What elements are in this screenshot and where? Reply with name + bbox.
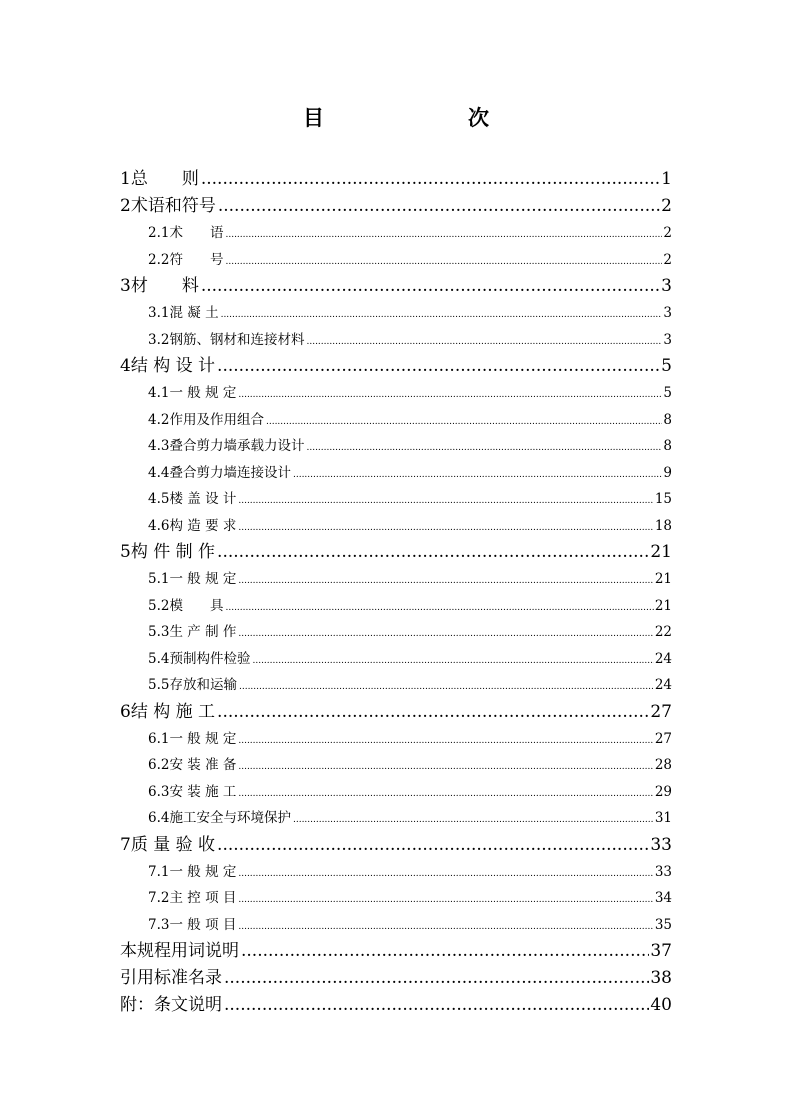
toc-dot-leader [217, 353, 660, 380]
toc-entry-label: 楼 盖 设 计 [169, 491, 237, 507]
toc-dot-leader [218, 193, 660, 220]
toc-dot-leader [238, 380, 662, 407]
toc-entry-label: 附：条文说明 [120, 995, 222, 1015]
toc-entry-page-number: 33 [650, 834, 672, 855]
toc-chapter-entry[interactable] [120, 166, 672, 193]
toc-entry-page-number: 28 [654, 757, 672, 773]
toc-entry-page-number: 15 [654, 491, 672, 507]
toc-entry-page-number: 38 [650, 968, 672, 988]
toc-section-entry[interactable] [120, 646, 672, 673]
toc-entry-page-number: 34 [654, 890, 672, 906]
toc-entry-label: 一 般 规 定 [169, 571, 237, 587]
toc-entry-number: 7.1 [148, 863, 170, 880]
toc-entry-page-number: 29 [654, 783, 672, 800]
toc-dot-leader [252, 646, 653, 673]
toc-entry-page-number: 33 [654, 863, 672, 880]
toc-entry-page-number: 24 [654, 650, 672, 667]
toc-section-entry[interactable] [120, 593, 672, 620]
toc-entry-page-number: 24 [654, 677, 672, 693]
toc-section-entry[interactable] [120, 247, 672, 274]
toc-chapter-entry[interactable] [120, 992, 672, 1019]
toc-section-entry[interactable] [120, 486, 672, 513]
toc-entry-page-number: 9 [663, 464, 672, 481]
toc-entry-label: 构 造 要 求 [169, 517, 237, 534]
toc-entry-number: 5.1 [148, 571, 170, 587]
toc-entry-label: 结 构 施 工 [130, 701, 216, 722]
toc-entry-number: 7.2 [148, 890, 170, 906]
toc-dot-leader [266, 407, 662, 434]
toc-entry-label: 作用及作用组合 [169, 411, 264, 428]
toc-dot-leader [238, 566, 653, 593]
toc-entry-page-number: 3 [663, 331, 672, 348]
toc-entry-label: 预制构件检验 [169, 650, 251, 667]
toc-entry-page-number: 22 [654, 624, 672, 640]
toc-entry-number: 7.3 [148, 916, 170, 933]
toc-dot-leader [221, 300, 663, 327]
toc-entry-page-number: 27 [650, 701, 672, 722]
toc-section-entry[interactable] [120, 619, 672, 646]
toc-section-entry[interactable] [120, 220, 672, 247]
toc-entry-number: 4.1 [148, 385, 170, 401]
toc-entry-number: 5 [120, 542, 131, 562]
toc-entry-label: 模 具 [169, 597, 224, 614]
toc-entry-page-number: 21 [650, 542, 672, 562]
toc-entry-label: 引用标准名录 [120, 968, 222, 988]
toc-entry-page-number: 40 [650, 995, 672, 1015]
toc-entry-number: 5.2 [148, 597, 170, 614]
toc-entry-label: 主 控 项 目 [169, 890, 237, 906]
toc-entry-page-number: 2 [663, 251, 672, 268]
toc-section-entry[interactable] [120, 433, 672, 460]
toc-section-entry[interactable] [120, 513, 672, 540]
toc-section-entry[interactable] [120, 859, 672, 886]
toc-entry-number: 1 [120, 169, 131, 189]
toc-entry-number: 6.1 [148, 730, 170, 747]
toc-entry-number: 3 [120, 276, 131, 296]
toc-entry-label: 叠合剪力墙连接设计 [169, 464, 291, 481]
toc-dot-leader [238, 859, 653, 886]
toc-section-entry[interactable] [120, 805, 672, 832]
table-of-contents [120, 166, 672, 1019]
toc-entry-label: 叠合剪力墙承载力设计 [169, 438, 305, 454]
toc-dot-leader [238, 912, 653, 939]
toc-entry-label: 一 般 项 目 [169, 916, 237, 933]
toc-entry-number: 5.5 [148, 677, 170, 693]
toc-entry-number: 3.2 [148, 331, 170, 348]
toc-section-entry[interactable] [120, 912, 672, 939]
toc-entry-number: 4.5 [148, 491, 170, 507]
toc-entry-number: 6.2 [148, 757, 170, 773]
toc-dot-leader [238, 619, 653, 646]
toc-entry-number: 6 [120, 701, 131, 722]
toc-entry-label: 术语和符号 [130, 196, 216, 216]
toc-entry-number: 5.3 [148, 624, 170, 640]
toc-entry-label: 安 装 准 备 [169, 757, 237, 773]
toc-entry-number: 4.4 [148, 464, 170, 481]
toc-dot-leader [225, 220, 662, 247]
toc-dot-leader [225, 247, 662, 274]
toc-chapter-entry[interactable] [120, 353, 672, 380]
toc-section-entry[interactable] [120, 460, 672, 487]
toc-entry-number: 2 [120, 196, 131, 216]
toc-entry-label: 质 量 验 收 [130, 834, 216, 855]
toc-section-entry[interactable] [120, 327, 672, 354]
toc-dot-leader [306, 433, 662, 460]
toc-dot-leader [201, 273, 660, 300]
toc-entry-page-number: 8 [663, 411, 672, 428]
toc-section-entry[interactable] [120, 752, 672, 779]
toc-entry-number: 7 [120, 834, 131, 855]
toc-entry-number: 4.3 [148, 438, 170, 454]
toc-entry-page-number: 37 [650, 941, 672, 961]
toc-section-entry[interactable] [120, 407, 672, 434]
toc-section-entry[interactable] [120, 380, 672, 407]
toc-section-entry[interactable] [120, 885, 672, 912]
toc-dot-leader [225, 593, 653, 620]
toc-dot-leader [239, 672, 654, 699]
toc-section-entry[interactable] [120, 566, 672, 593]
toc-entry-label: 生 产 制 作 [169, 624, 237, 640]
toc-entry-label: 施工安全与环境保护 [169, 810, 291, 826]
toc-dot-leader [201, 166, 660, 193]
toc-entry-label: 总 则 [130, 169, 199, 189]
toc-entry-page-number: 2 [663, 225, 672, 241]
toc-dot-leader [217, 539, 649, 566]
toc-entry-page-number: 35 [654, 916, 672, 933]
toc-entry-page-number: 21 [654, 571, 672, 587]
toc-chapter-entry[interactable] [120, 938, 672, 965]
toc-entry-number: 5.4 [148, 650, 170, 667]
toc-entry-label: 材 料 [130, 276, 199, 296]
toc-dot-leader [238, 779, 653, 806]
toc-dot-leader [217, 832, 649, 859]
toc-entry-number: 4.2 [148, 411, 170, 428]
toc-entry-number: 2.1 [148, 225, 170, 241]
toc-entry-label: 一 般 规 定 [169, 730, 237, 747]
toc-dot-leader [293, 805, 654, 832]
toc-chapter-entry[interactable] [120, 965, 672, 992]
toc-dot-leader [293, 460, 662, 487]
toc-entry-label: 构 件 制 作 [130, 542, 216, 562]
toc-entry-page-number: 18 [654, 517, 672, 534]
toc-chapter-entry[interactable] [120, 193, 672, 220]
toc-dot-leader [217, 699, 649, 726]
toc-entry-label: 结 构 设 计 [130, 356, 216, 376]
toc-entry-label: 存放和运输 [169, 677, 237, 693]
toc-chapter-entry[interactable] [120, 273, 672, 300]
toc-dot-leader [238, 726, 653, 753]
toc-chapter-entry[interactable] [120, 539, 672, 566]
toc-section-entry[interactable] [120, 726, 672, 753]
toc-entry-page-number: 3 [661, 276, 672, 296]
toc-entry-number: 3.1 [148, 305, 170, 321]
toc-entry-page-number: 8 [663, 438, 672, 454]
toc-entry-number: 2.2 [148, 251, 170, 268]
toc-dot-leader [224, 992, 649, 1019]
toc-entry-page-number: 2 [661, 196, 672, 216]
toc-dot-leader [238, 513, 653, 540]
toc-entry-page-number: 3 [663, 305, 672, 321]
toc-entry-number: 4 [120, 356, 131, 376]
toc-dot-leader [238, 486, 653, 513]
toc-entry-label: 符 号 [169, 251, 224, 268]
toc-entry-number: 6.4 [148, 810, 170, 826]
toc-entry-label: 本规程用词说明 [120, 941, 239, 961]
toc-entry-number: 4.6 [148, 517, 170, 534]
toc-entry-page-number: 5 [661, 356, 672, 376]
toc-section-entry[interactable] [120, 672, 672, 699]
toc-dot-leader [238, 752, 653, 779]
toc-entry-number: 6.3 [148, 783, 170, 800]
toc-entry-page-number: 31 [654, 810, 672, 826]
toc-entry-label: 混 凝 土 [169, 305, 219, 321]
toc-section-entry[interactable] [120, 779, 672, 806]
toc-entry-label: 钢筋、钢材和连接材料 [169, 331, 305, 348]
toc-dot-leader [241, 938, 649, 965]
toc-chapter-entry[interactable] [120, 832, 672, 859]
toc-section-entry[interactable] [120, 300, 672, 327]
toc-entry-page-number: 27 [654, 730, 672, 747]
toc-entry-label: 安 装 施 工 [169, 783, 237, 800]
toc-entry-page-number: 21 [654, 597, 672, 614]
toc-dot-leader [306, 327, 662, 354]
toc-dot-leader [238, 885, 653, 912]
toc-entry-label: 一 般 规 定 [169, 385, 237, 401]
toc-entry-page-number: 5 [663, 385, 672, 401]
toc-entry-page-number: 1 [661, 169, 672, 189]
toc-dot-leader [224, 965, 649, 992]
toc-entry-label: 术 语 [169, 225, 224, 241]
toc-entry-label: 一 般 规 定 [169, 863, 237, 880]
page-title: 目 次 [303, 105, 523, 130]
toc-chapter-entry[interactable] [120, 699, 672, 726]
